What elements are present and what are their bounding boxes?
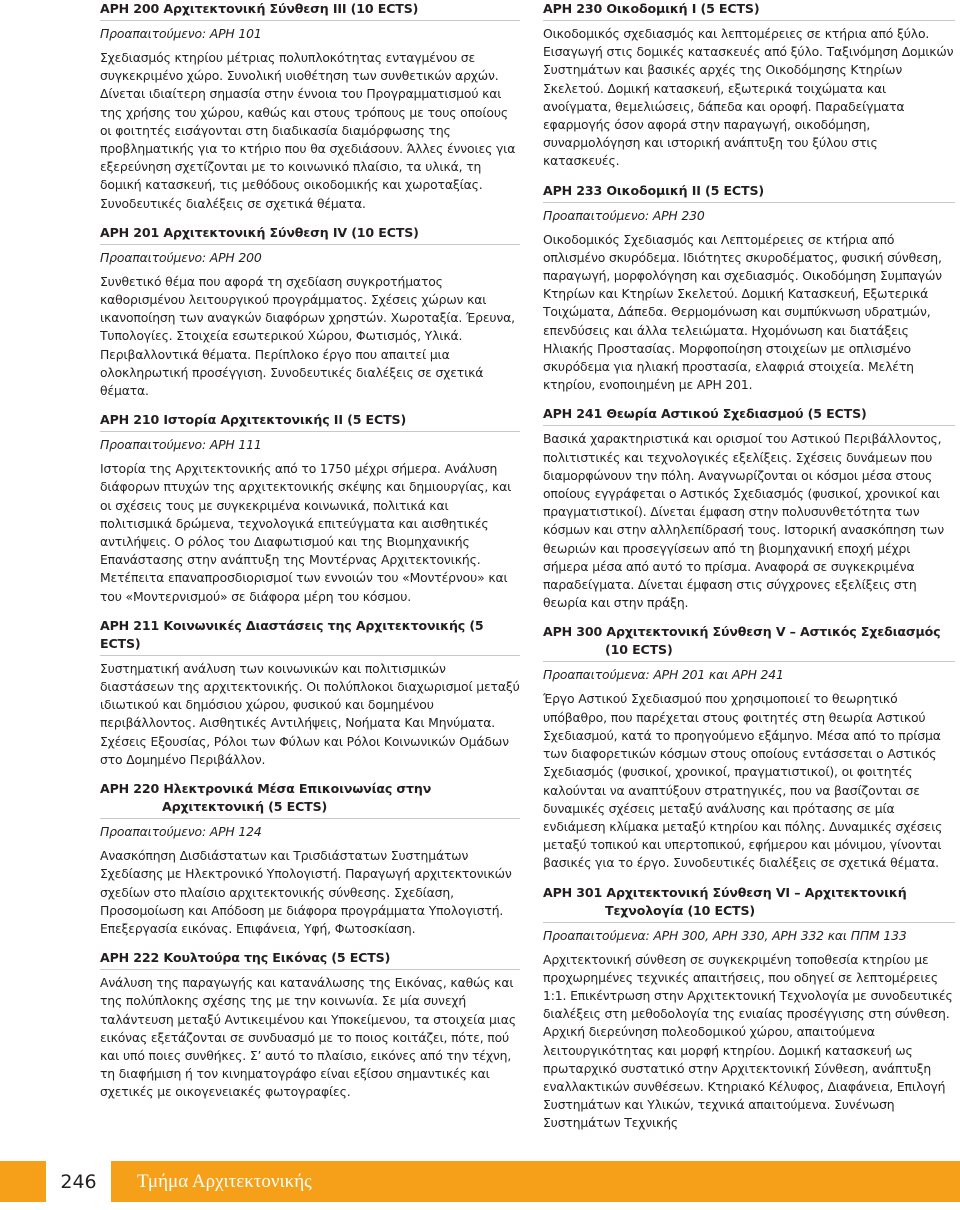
course-title (100, 949, 520, 970)
department-name: Τμήμα Αρχιτεκτονικής (137, 1170, 312, 1192)
course-entry (100, 411, 520, 606)
course-description: Ανάλυση της παραγωγής και κατανάλωσης της Εικόνας, καθώς και της πολύπλοκης σχέσης της με την κοινωνία. Σε μία συνεχή ταλάντευση μεταξύ Αντικειμένου και Υποκείμενου, τα στοιχεία μιας εικόνας εξετάζονται σε συνδυασμό με το ποιος κοιτάζει, πότε, πού και υπό ποιες συνθήκες. Σ’ αυτό το πλαίσιο, εικόνες από την τέχνη, τη διαφήμιση ή τον κινηματογράφο είναι εξίσου σημαντικές και σχετικές με οικογενειακές φωτογραφίες. (100, 975, 516, 1100)
course-title-line: ΑΡΗ 211 Κοινωνικές Διαστάσεις της Αρχιτεκτονικής (5 ECTS) (100, 617, 484, 651)
course-entry (100, 780, 520, 938)
course-title (100, 224, 520, 245)
course-title-line: ΑΡΗ 230 Οικοδομική Ι (5 ECTS) (543, 1, 760, 16)
course-entry (543, 182, 955, 395)
course-title-line: (10 ECTS) (605, 642, 673, 658)
course-prerequisite: Προαπαιτούμενα: ΑΡΗ 300, ΑΡΗ 330, ΑΡΗ 332 και ΠΠΜ 133 (543, 927, 907, 943)
course-title-line: ΑΡΗ 301 Αρχιτεκτονική Σύνθεση VI – Αρχιτεκτονική (543, 884, 907, 900)
course-title-line: ΑΡΗ 200 Αρχιτεκτονική Σύνθεση ΙΙΙ (10 ECTS) (100, 1, 419, 16)
course-description: Ιστορία της Αρχιτεκτονικής από το 1750 μέχρι σήμερα. Ανάλυση διάφορων πτυχών της αρχιτεκτονικής σκέψης και δημιουργίας, και οι σχέσεις τους με συγκεκριμένα κοινωνικά, πολιτικά και πολιτισμικά δρώμενα, τεχνολογικά επιτεύγματα και αισθητικές αντιλήψεις. Ο ρόλος του Διαφωτισμού και της Βιομηχανικής Επανάστασης στην ανάπτυξη της Μοντέρνας Αρχιτεκτονικής. Μετέπειτα επαναπροσδιορισμοί των εννοιών του «Μοντέρνου» και του «Μοντερνισμού» σε διάφορα μέρη του κόσμου. (100, 461, 512, 604)
course-entry (543, 0, 955, 171)
course-prerequisite: Προαπαιτούμενα: ΑΡΗ 201 και ΑΡΗ 241 (543, 667, 784, 683)
course-prerequisite: Προαπαιτούμενο: ΑΡΗ 124 (100, 824, 262, 840)
course-title-line: ΑΡΗ 222 Κουλτούρα της Εικόνας (5 ECTS) (100, 950, 391, 966)
course-entry (543, 623, 955, 872)
course-entry (100, 224, 520, 400)
page-number: 246 (46, 1161, 111, 1202)
course-title-line: ΑΡΗ 220 Ηλεκτρονικά Μέσα Επικοινωνίας στην (100, 781, 432, 797)
course-prerequisite: Προαπαιτούμενο: ΑΡΗ 230 (543, 207, 705, 223)
course-title-line: ΑΡΗ 233 Οικοδομική ΙΙ (5 ECTS) (543, 182, 764, 198)
course-entry (543, 884, 955, 1133)
course-description: Σχεδιασμός κτηρίου μέτριας πολυπλοκότητας ενταγμένου σε συγκεκριμένο χώρο. Συνολική υιοθέτηση των συνθετικών αρχών. Δίνεται ιδιαίτερη σημασία στην έννοια του Προγραμματισμού και της χρήσης του χώρου, καθώς και στους τρόπους με τους οποίους οι φοιτητές εισάγονται στη διαδικασία διαμόρφωσης της προβληματικής για το κτήριο που θα σχεδιάσουν. Άλλες έννοιες για εξερεύνηση σχετίζονται με το κοινωνικό πλαίσιο, τα υλικά, τη δομική κατασκευή, τις μεθόδους οικοδομικής και χωροταξίας. Συνοδευτικές διαλέξεις σε σχετικά θέματα. (100, 50, 516, 211)
course-entry (100, 617, 520, 769)
course-description: Οικοδομικός Σχεδιασμός και Λεπτομέρειες σε κτήρια από οπλισμένο σκυρόδεμα. Ιδιότητες σκυροδέματος, φυσική σύνθεση, παραγωγή, μορφολόγηση και σχεδιασμός. Οικοδόμηση Συμπαγών Κτηρίων και Κτηρίων Σκελετού. Δομική Κατασκευή, Εξωτερικά Τοιχώματα, Δάπεδα. Θερμομόνωση και συμπύκνωση υδρατμών, επενδύσεις και άλλα τελειώματα. Ηχομόνωση και διατάξεις Ηλιακής Προστασίας. Μορφοποίηση στοιχείων με οπλισμένο σκυρόδεμα για ηλιακή προστασία, ελαφριά στοιχεία. Μελέτη κτηρίου, ενοποιημένη με ΑΡΗ 201. (543, 231, 942, 393)
course-description: Αρχιτεκτονική σύνθεση σε συγκεκριμένη τοποθεσία κτηρίου με προχωρημένες τεχνικές απαιτήσεις, που οδηγεί σε λεπτομέρειες 1:1. Επικέντρωση στην Αρχιτεκτονική Τεχνολογία με συνοδευτικές διαλέξεις στη μεθοδολογία της ενιαίας προσέγγισης στη σύνθεση. Αρχική διερεύνηση πολεοδομικού χώρου, απαιτούμενα λειτουργικότητας και μορφή κτηρίου. Δομική κατασκευή ως πρωταρχικό συστατικό στην Αρχιτεκτονική Σύνθεση, ανάπτυξη εναλλακτικών συνθέσεων. Κτηριακό Κέλυφος, Διαφάνεια, Επιλογή Συστημάτων και Υλικών, τεχνικά απαιτούμενα. Συνένωση Συστημάτων Τεχνικής (543, 951, 953, 1131)
course-title-line: Αρχιτεκτονική (5 ECTS) (162, 799, 328, 815)
course-title-line: ΑΡΗ 300 Αρχιτεκτονική Σύνθεση V – Αστικός Σχεδιασμός (543, 624, 941, 640)
course-entry (543, 405, 955, 612)
course-title (543, 405, 955, 426)
course-entry (100, 0, 520, 213)
course-title-line: ΑΡΗ 201 Αρχιτεκτονική Σύνθεση ΙV (10 ECTS) (100, 224, 419, 240)
course-description: Ανασκόπηση Δισδιάστατων και Τρισδιάστατων Συστημάτων Σχεδίασης με Ηλεκτρονικό Υπολογιστή. Παραγωγή αρχιτεκτονικών σχεδίων στο πλαίσιο αρχιτεκτονικής σύνθεσης. Σχεδίαση, Προσομοίωση και Απόδοση με διάφορα προγράμματα Υπολογιστή. Επεξεργασία εικόνας. Επιφάνεια, Υφή, Φωτοσκίαση. (100, 848, 512, 936)
course-title (543, 884, 955, 923)
course-entry (100, 949, 520, 1101)
course-title (100, 0, 520, 21)
course-title (543, 0, 955, 21)
course-description: Συνθετικό θέμα που αφορά τη σχεδίαση συγκροτήματος καθορισμένου λειτουργικού προγράμματος. Σχέσεις χώρων και ικανοποίηση των αναγκών διαφόρων χρηστών. Χωροταξία. Έρευνα, Τυπολογίες. Στοιχεία εσωτερικού Χώρου, Φωτισμός, Υλικά. Περιβαλλοντικά θέματα. Περίπλοκο έργο που απαιτεί μια ολοκληρωτική προσέγγιση. Συνοδευτικές διαλέξεις σε σχετικά θέματα. (100, 273, 515, 399)
course-title (100, 411, 520, 432)
course-description: Έργο Αστικού Σχεδιασμού που χρησιμοποιεί το θεωρητικό υπόβαθρο, που παρέχεται στους φοιτητές στη θεωρία Αστικού Σχεδιασμού, κατά το προηγούμενο εξάμηνο. Μέσα από το πρίσμα των διαφορετικών κόσμων στους οποίους εντάσσεται ο Αστικός Σχεδιασμός (φυσικοί, χρονικοί, πραγματιστικοί), οι φοιτητές καλούνται να αναπτύξουν στρατηγικές, που να βασίζονται σε δυναμικές σχέσεις μεταξύ ανάλυσης και πρότασης σε μία ενδιάμεση κλίμακα μεταξύ κτηρίου και πόλης. Δυναμικές σχέσεις μεταξύ τοπικού και υπερτοπικού, εφήμερου και μόνιμου, γίνονται βασικές για το έργο. Συνοδευτικές διαλέξεις σε σχετικά θέματα. (543, 691, 943, 871)
left-column (100, 0, 520, 1113)
course-description: Συστηματική ανάλυση των κοινωνικών και πολιτισμικών διαστάσεων της αρχιτεκτονικής. Οι πολύπλοκοι διαχωρισμοί μεταξύ ιδιωτικού και δημόσιου χώρου, φυσικού και δομημένου περιβάλλοντος. Αισθητικές Αντιλήψεις, Νοήματα Και Μηνύματα. Σχέσεις Εξουσίας, Ρόλοι των Φύλων και Ρόλοι Κοινωνικών Ομάδων στο Δομημένο Περιβάλλον. (100, 660, 520, 767)
course-title-line: ΑΡΗ 210 Ιστορία Αρχιτεκτονικής ΙΙ (5 ECTS) (100, 412, 407, 428)
course-description: Οικοδομικός σχεδιασμός και λεπτομέρειες σε κτήρια από ξύλο. Εισαγωγή στις δομικές κατασκευές από ξύλο. Ταξινόμηση Δομικών Συστημάτων και βασικές αρχές της Οικοδόμησης Κτηρίων Σκελετού. Δομική κατασκευή, εξωτερικά τοιχώματα και ανοίγματα, θεμελιώσεις, δάπεδα και οροφή. Παραδείγματα εφαρμογής όσον αφορά στην παραγωγή, οικοδόμηση, συναρμολόγηση και ιστορική ανάπτυξη του ξύλου στις κατασκευές. (543, 26, 954, 169)
course-title (543, 182, 955, 203)
course-prerequisite: Προαπαιτούμενο: ΑΡΗ 111 (100, 437, 262, 453)
course-prerequisite: Προαπαιτούμενο: ΑΡΗ 101 (100, 26, 262, 41)
right-column (543, 0, 955, 1144)
course-title (100, 780, 520, 819)
course-title-line: ΑΡΗ 241 Θεωρία Αστικού Σχεδιασμού (5 ECTS) (543, 406, 867, 422)
course-prerequisite: Προαπαιτούμενο: ΑΡΗ 200 (100, 249, 262, 265)
course-title (543, 623, 955, 662)
course-title (100, 617, 520, 656)
course-title-line: Τεχνολογία (10 ECTS) (605, 902, 756, 918)
course-description: Βασικά χαρακτηριστικά και ορισμοί του Αστικού Περιβάλλοντος, πολιτιστικές και τεχνολογικές εξελίξεις. Σχέσεις δυνάμεων που διαμορφώνουν την πόλη. Αναγνωρίζονται οι κόσμοι μέσα στους οποίους εγγράφεται ο Αστικός Σχεδιασμός (φυσικοί, χρονικοί και πραγματιστικοί). Δίνεται έμφαση στην πολυσυνθετότητα των κόσμων και στην αλληλεπίδρασή τους. Ιστορική ανασκόπηση των θεωριών και προσεγγίσεων από τη βιομηχανική εποχή μέχρι σήμερα μέσα από αυτό το πρίσμα. Αναφορά σε συγκεκριμένα παραδείγματα. Δίνεται έμφαση στις σύγχρονες εξελίξεις στη θεωρία και στην πράξη. (543, 431, 945, 611)
